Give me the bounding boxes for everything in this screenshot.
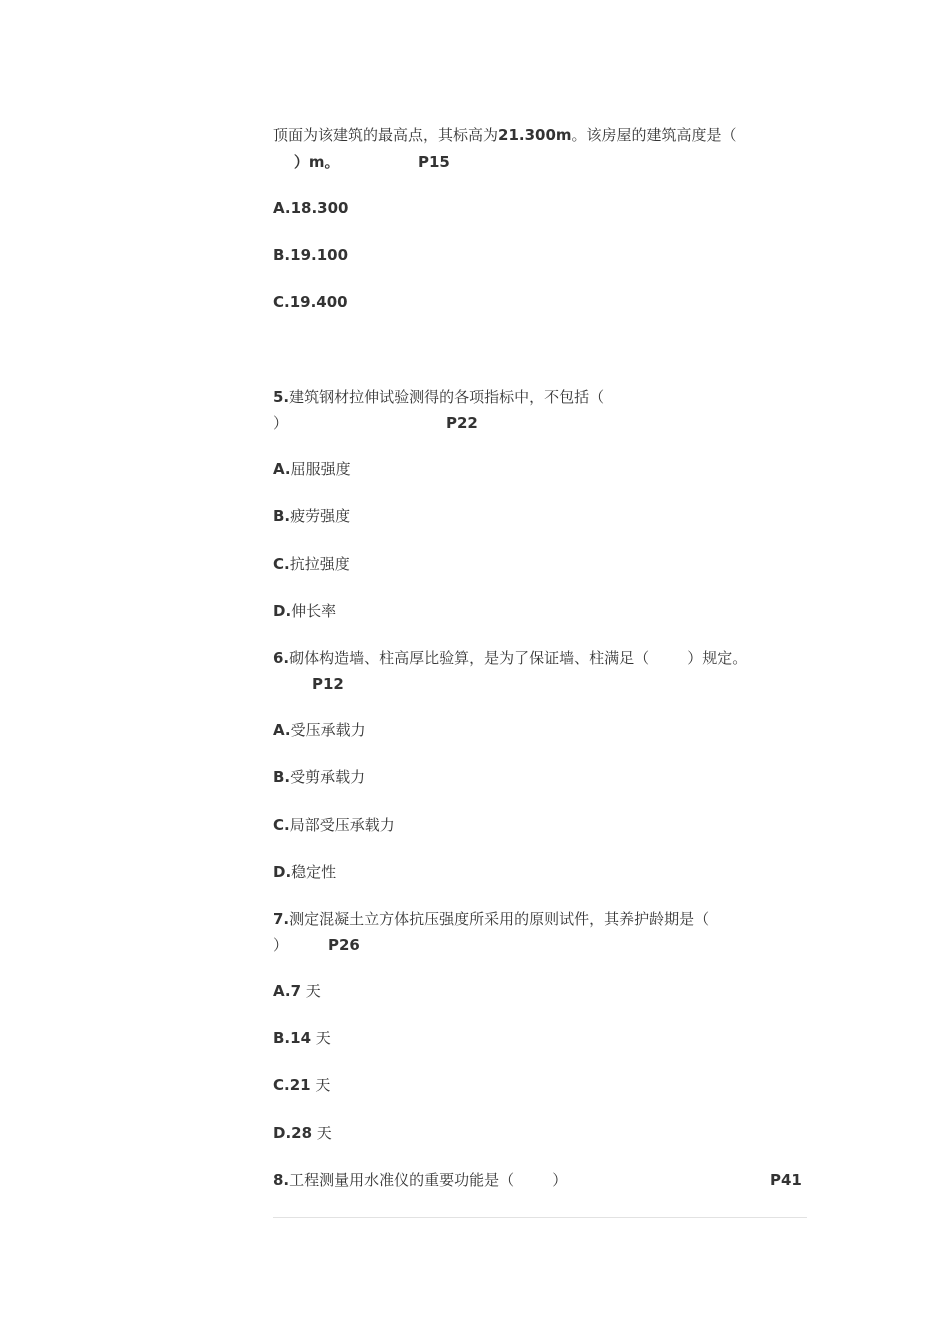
q7-number: 7. — [273, 910, 290, 928]
q4-blank-unit: ）m。 — [273, 153, 340, 171]
q4-option-c: C.19.400 — [273, 293, 348, 311]
q8-stem-text: 工程测量用水准仪的重要功能是（ ） — [289, 1171, 568, 1189]
q4-stem-text-2: 。该房屋的建筑高度是（ — [571, 126, 737, 144]
q8-stem-line1 — [273, 1170, 567, 1190]
q7-option-c: C.21 天 — [273, 1076, 331, 1094]
q6-number: 6. — [273, 649, 290, 667]
q5-number: 5. — [273, 388, 290, 406]
q4-stem-text: 顶面为该建筑的最高点，其标高为 — [273, 126, 499, 144]
q6-page-ref: P12 — [312, 675, 344, 693]
q8-number: 8. — [273, 1171, 290, 1189]
q5-option-b: B.疲劳强度 — [273, 507, 351, 525]
q5-option-a: A.屈服强度 — [273, 460, 351, 478]
q5-stem-line2: ） — [273, 414, 289, 432]
horizontal-divider — [273, 1217, 807, 1218]
q6-option-b: B.受剪承载力 — [273, 768, 366, 786]
q7-page-ref: P26 — [328, 936, 360, 954]
q7-option-d: D.28 天 — [273, 1124, 332, 1142]
q6-stem-line1 — [273, 648, 747, 668]
q7-option-b: B.14 天 — [273, 1029, 331, 1047]
q4-option-a: A.18.300 — [273, 199, 349, 217]
q7-stem-text: 测定混凝土立方体抗压强度所采用的原则试件，其养护龄期是（ — [289, 910, 710, 928]
q7-stem-line1 — [273, 909, 709, 929]
q6-option-c: C.局部受压承载力 — [273, 816, 395, 834]
q6-option-d: D.稳定性 — [273, 863, 337, 881]
q8-page-ref: P41 — [770, 1171, 802, 1189]
q4-option-b: B.19.100 — [273, 246, 349, 264]
q6-option-a: A.受压承载力 — [273, 721, 366, 739]
q5-stem-line1 — [273, 387, 604, 407]
q5-page-ref: P22 — [446, 414, 478, 432]
q7-option-a: A.7 天 — [273, 982, 321, 1000]
q5-option-c: C.抗拉强度 — [273, 555, 350, 573]
q6-stem-text: 砌体构造墙、柱高厚比验算，是为了保证墙、柱满足（ ）规定。 — [289, 649, 748, 667]
q4-page-ref: P15 — [418, 153, 450, 171]
q4-elevation-value: 21.300m — [498, 126, 572, 144]
q5-option-d: D.伸长率 — [273, 602, 337, 620]
q5-stem-text: 建筑钢材拉伸试验测得的各项指标中，不包括（ — [289, 388, 605, 406]
q7-stem-line2: ） — [273, 936, 289, 954]
q4-stem-line2 — [273, 152, 340, 172]
q4-stem-line1 — [273, 125, 737, 145]
